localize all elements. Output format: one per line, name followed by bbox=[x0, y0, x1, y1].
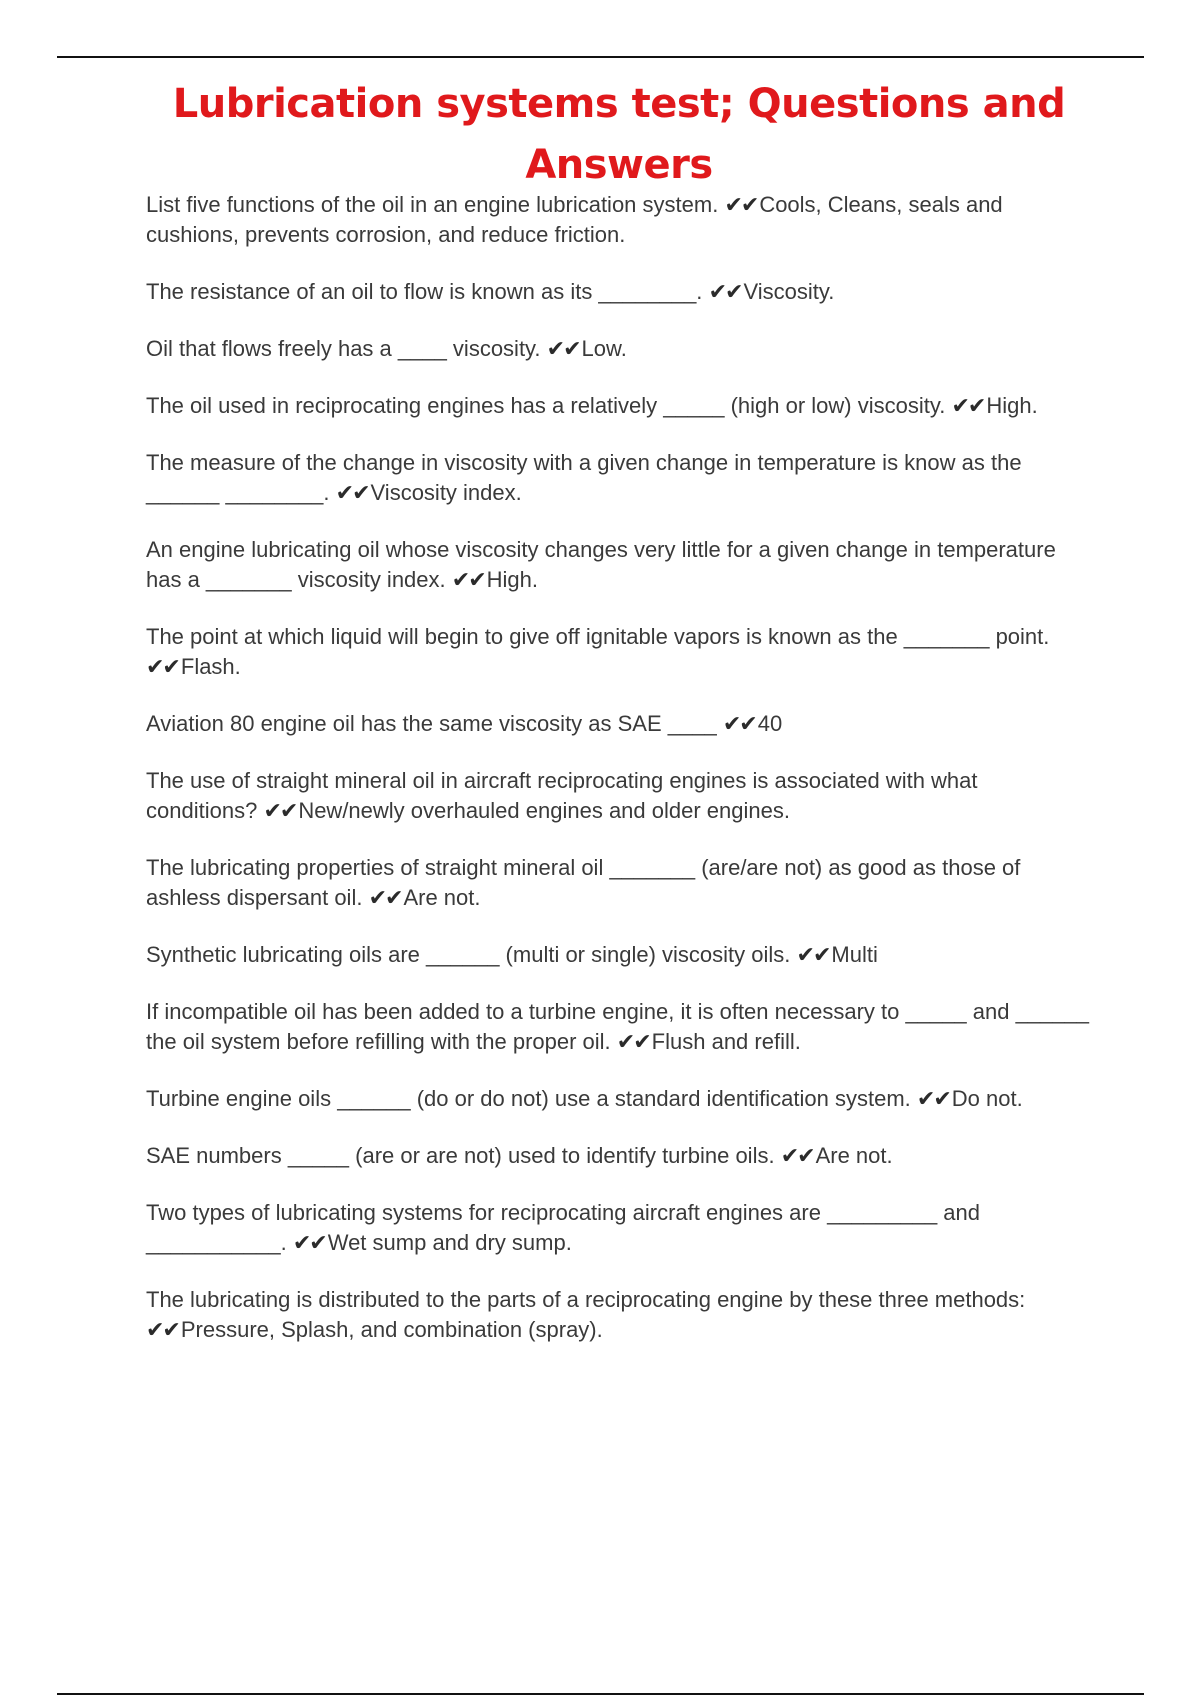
double-check-icon: ✔✔ bbox=[724, 192, 758, 217]
question-text: Aviation 80 engine oil has the same viscosity as SAE ____ bbox=[146, 711, 717, 736]
answer-text: Viscosity index. bbox=[370, 480, 522, 505]
double-check-icon: ✔✔ bbox=[263, 798, 297, 823]
double-check-icon: ✔✔ bbox=[451, 567, 485, 592]
qa-item bbox=[146, 334, 1092, 364]
page-title: Lubrication systems test; Questions and Answers bbox=[172, 81, 1066, 188]
qa-item bbox=[146, 940, 1092, 970]
answer-text: Flash. bbox=[180, 654, 241, 679]
qa-item bbox=[146, 622, 1092, 682]
qa-item bbox=[146, 1285, 1092, 1345]
answer-text: Pressure, Splash, and combination (spray). bbox=[180, 1317, 603, 1342]
question-text: The use of straight mineral oil in aircraft reciprocating engines is associated with what conditions? bbox=[146, 768, 978, 823]
top-rule bbox=[57, 56, 1144, 58]
qa-item bbox=[146, 709, 1092, 739]
double-check-icon: ✔✔ bbox=[292, 1230, 326, 1255]
qa-item bbox=[146, 190, 1092, 250]
double-check-icon: ✔✔ bbox=[780, 1143, 814, 1168]
bottom-rule bbox=[57, 1693, 1144, 1695]
answer-text: Are not. bbox=[403, 885, 481, 910]
double-check-icon: ✔✔ bbox=[916, 1086, 950, 1111]
answer-text: Cools, Cleans, seals and cushions, prevents corrosion, and reduce friction. bbox=[146, 192, 1003, 247]
answer-text: Multi bbox=[831, 942, 878, 967]
question-text: An engine lubricating oil whose viscosity changes very little for a given change in temperature has a _______ viscosity index. bbox=[146, 537, 1056, 592]
qa-item bbox=[146, 277, 1092, 307]
double-check-icon: ✔✔ bbox=[146, 654, 179, 679]
answer-text: Are not. bbox=[815, 1143, 893, 1168]
question-text: The lubricating is distributed to the parts of a reciprocating engine by these three methods: bbox=[146, 1287, 1026, 1312]
double-check-icon: ✔✔ bbox=[722, 711, 756, 736]
question-text: The lubricating properties of straight mineral oil _______ (are/are not) as good as those of ashless dispersant oil. bbox=[146, 855, 1021, 910]
double-check-icon: ✔✔ bbox=[616, 1029, 650, 1054]
question-text: Turbine engine oils ______ (do or do not) use a standard identification system. bbox=[146, 1086, 911, 1111]
qa-item bbox=[146, 448, 1092, 508]
question-text: SAE numbers _____ (are or are not) used to identify turbine oils. bbox=[146, 1143, 775, 1168]
qa-item bbox=[146, 1084, 1092, 1114]
double-check-icon: ✔✔ bbox=[546, 336, 580, 361]
question-text: If incompatible oil has been added to a turbine engine, it is often necessary to _____ and ______ the oil system before refilling with the proper oil. bbox=[146, 999, 1090, 1054]
double-check-icon: ✔✔ bbox=[335, 480, 369, 505]
qa-list bbox=[146, 190, 1092, 1372]
question-text: List five functions of the oil in an engine lubrication system. bbox=[146, 192, 719, 217]
qa-item bbox=[146, 1141, 1092, 1171]
question-text: Two types of lubricating systems for reciprocating aircraft engines are _________ and ___________. bbox=[146, 1200, 981, 1255]
answer-text: Flush and refill. bbox=[651, 1029, 801, 1054]
answer-text: Do not. bbox=[951, 1086, 1023, 1111]
answer-text: Low. bbox=[581, 336, 627, 361]
answer-text: Viscosity. bbox=[743, 279, 835, 304]
qa-item bbox=[146, 853, 1092, 913]
answer-text: High. bbox=[986, 393, 1038, 418]
question-text: Oil that flows freely has a ____ viscosity. bbox=[146, 336, 541, 361]
question-text: The measure of the change in viscosity with a given change in temperature is know as the ______ ________. bbox=[146, 450, 1022, 505]
qa-item bbox=[146, 1198, 1092, 1258]
double-check-icon: ✔✔ bbox=[796, 942, 830, 967]
answer-text: 40 bbox=[757, 711, 783, 736]
question-text: The point at which liquid will begin to give off ignitable vapors is known as the _______ point. bbox=[146, 624, 1050, 649]
double-check-icon: ✔✔ bbox=[708, 279, 742, 304]
qa-item bbox=[146, 391, 1092, 421]
qa-item bbox=[146, 535, 1092, 595]
double-check-icon: ✔✔ bbox=[951, 393, 985, 418]
question-text: The oil used in reciprocating engines has a relatively _____ (high or low) viscosity. bbox=[146, 393, 946, 418]
answer-text: Wet sump and dry sump. bbox=[327, 1230, 572, 1255]
answer-text: High. bbox=[486, 567, 538, 592]
question-text: Synthetic lubricating oils are ______ (multi or single) viscosity oils. bbox=[146, 942, 791, 967]
qa-item bbox=[146, 766, 1092, 826]
double-check-icon: ✔✔ bbox=[146, 1317, 179, 1342]
double-check-icon: ✔✔ bbox=[368, 885, 402, 910]
answer-text: New/newly overhauled engines and older engines. bbox=[298, 798, 790, 823]
qa-item bbox=[146, 997, 1092, 1057]
question-text: The resistance of an oil to flow is known as its ________. bbox=[146, 279, 703, 304]
